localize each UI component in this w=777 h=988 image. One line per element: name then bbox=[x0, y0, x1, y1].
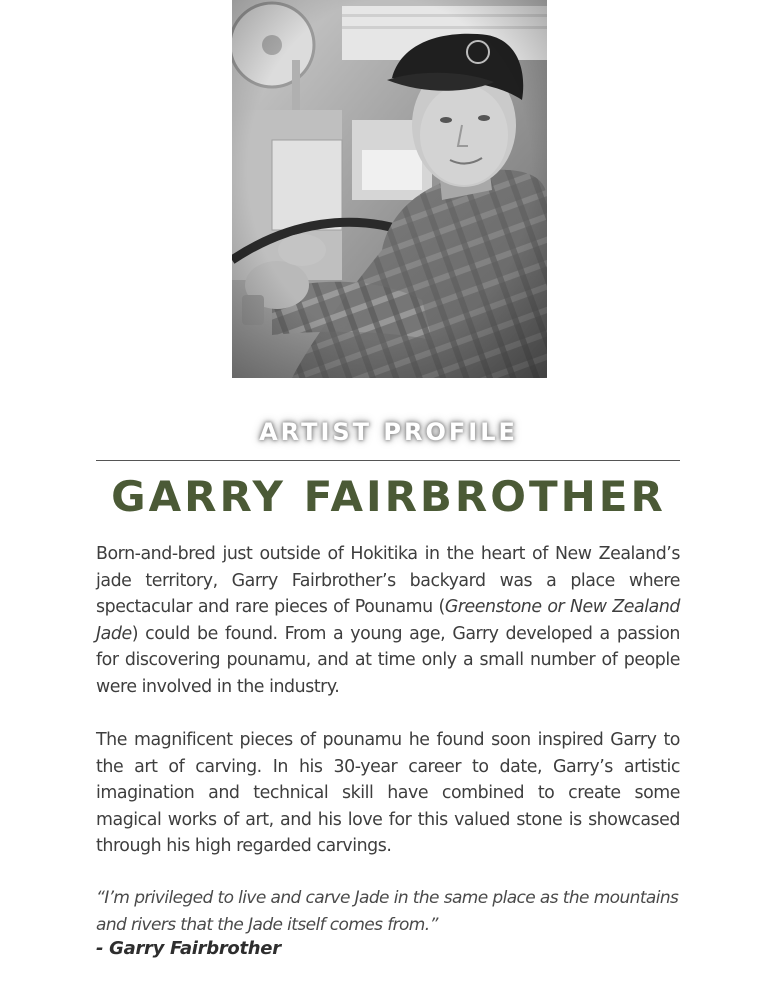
section-kicker: ARTIST PROFILE bbox=[259, 418, 518, 446]
jade-name-italic: Greenstone or New Zealand Jade bbox=[96, 597, 680, 644]
bio-paragraph-2: The magnificent pieces of pounamu he found soon inspired Garry to the art of carving. In his 30-year career to date, Garry’s artistic imagination and technical skill have combined to create some magical works of art, and his love for this valued stone is showcased through his high regarded carvings. bbox=[96, 730, 680, 856]
bio-paragraph-1-text-end: ) could be found. From a young age, Garry developed a passion for discovering pounamu, and at time only a small number of people were involved in the industry. bbox=[96, 623, 680, 697]
artist-name-heading: GARRY FAIRBROTHER bbox=[111, 472, 666, 521]
artist-quote: “I’m privileged to live and carve Jade in the same place as the mountains and rivers that the Jade itself comes from.” bbox=[96, 888, 679, 935]
bio-paragraph-1-text: Born-and-bred just outside of Hokitika in the heart of New Zealand’s jade territory, Garry Fairbrother’s backyard was a place where spectacular and rare pieces of Pounamu ( bbox=[96, 544, 680, 617]
bio-paragraph-1 bbox=[96, 541, 680, 700]
artist-portrait-photo bbox=[232, 0, 547, 378]
quote-attribution: - Garry Fairbrother bbox=[96, 938, 281, 959]
divider-line bbox=[96, 460, 680, 461]
